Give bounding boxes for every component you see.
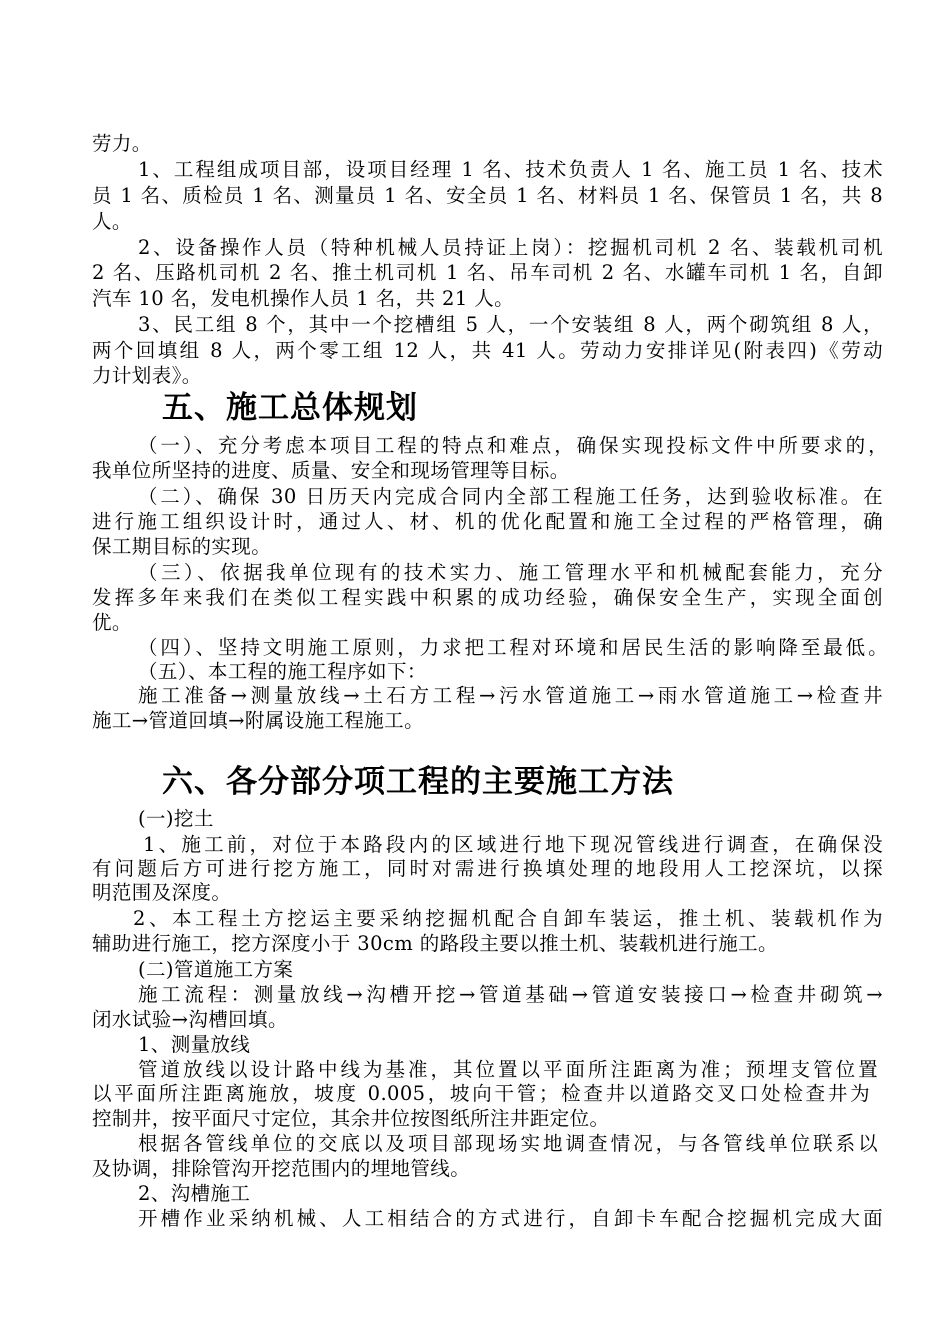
section-heading: 五、施工总体规划 <box>162 390 418 426</box>
text-line: 根据各管线单位的交底以及项目部现场实地调查情况，与各管线单位联系以 <box>138 1132 878 1155</box>
text-line: 劳力。 <box>92 132 152 155</box>
text-line: 施工准备→测量放线→土石方工程→污水管道施工→雨水管道施工→检查井 <box>138 684 883 707</box>
text-line: 施工→管道回填→附属设施工程施工。 <box>92 709 424 732</box>
text-line: 明范围及深度。 <box>92 881 232 904</box>
text-line: 开槽作业采纳机械、人工相结合的方式进行，自卸卡车配合挖掘机完成大面 <box>138 1207 883 1230</box>
text-line: (二)管道施工方案 <box>138 958 294 981</box>
text-line: 两个回填组 8 人，两个零工组 12 人，共 41 人。劳动力安排详见(附表四)《劳动 <box>92 339 883 362</box>
text-line: 以平面所注距离施放，坡度 0.005，坡向干管；检查井以道路交叉口处检查井为 <box>92 1082 870 1105</box>
text-line: 2、设备操作人员（特种机械人员持证上岗）：挖掘机司机 2 名、装载机司机 <box>138 236 883 259</box>
text-line: （一）、充分考虑本项目工程的特点和难点，确保实现投标文件中所要求的， <box>138 434 888 457</box>
text-line: 人。 <box>92 210 132 233</box>
text-line: (一)挖土 <box>138 807 214 830</box>
text-line: 优。 <box>92 611 132 634</box>
text-line: 进行施工组织设计时，通过人、材、机的优化配置和施工全过程的严格管理，确 <box>92 510 883 533</box>
text-line: 控制井，按平面尺寸定位，其余井位按图纸所注井距定位。 <box>92 1107 610 1130</box>
text-line: 员 1 名、质检员 1 名、测量员 1 名、安全员 1 名、材料员 1 名、保管员 1 名，共 8 <box>92 184 883 207</box>
text-line: （三）、依据我单位现有的技术实力、施工管理水平和机械配套能力，充分 <box>138 561 883 584</box>
text-line: 有问题后方可进行挖方施工，同时对需进行换填处理的地段用人工挖深坑，以探 <box>92 857 883 880</box>
text-line: 我单位所坚持的进度、质量、安全和现场管理等目标。 <box>92 459 570 482</box>
text-line: 保工期目标的实现。 <box>92 535 272 558</box>
text-line: 及协调，排除管沟开挖范围内的埋地管线。 <box>92 1157 471 1180</box>
text-line: （二）、确保 30 日历天内完成合同内全部工程施工任务，达到验收标准。在 <box>138 485 883 508</box>
text-line: 力计划表》。 <box>92 364 202 387</box>
text-line: 闭水试验→沟槽回填。 <box>92 1008 288 1031</box>
text-line: 汽车 10 名，发电机操作人员 1 名，共 21 人。 <box>92 287 515 310</box>
text-line: 施工流程：测量放线→沟槽开挖→管道基础→管道安装接口→检查井砌筑→ <box>138 983 883 1006</box>
section-heading: 六、各分部分项工程的主要施工方法 <box>162 764 674 800</box>
text-line: 2、沟槽施工 <box>138 1182 251 1205</box>
text-line: （四）、坚持文明施工原则，力求把工程对环境和居民生活的影响降至最低。 <box>138 636 888 659</box>
text-line: 1、施工前，对位于本路段内的区域进行地下现况管线进行调查，在确保没 <box>143 833 883 856</box>
text-line: （五）、本工程的施工程序如下： <box>138 660 427 683</box>
text-line: 2 名、压路机司机 2 名、推土机司机 1 名、吊车司机 2 名、水罐车司机 1 名，自卸 <box>92 261 883 284</box>
text-line: 1、工程组成项目部，设项目经理 1 名、技术负责人 1 名、施工员 1 名、技术 <box>138 158 883 181</box>
text-line: 管道放线以设计路中线为基准，其位置以平面所注距离为准；预埋支管位置 <box>138 1058 878 1081</box>
text-line: 2、本工程土方挖运主要采纳挖掘机配合自卸车装运，推土机、装载机作为 <box>133 907 883 930</box>
text-line: 3、民工组 8 个，其中一个挖槽组 5 人，一个安装组 8 人，两个砌筑组 8 人， <box>138 313 883 336</box>
text-line: 发挥多年来我们在类似工程实践中积累的成功经验，确保安全生产，实现全面创 <box>92 586 883 609</box>
text-line: 辅助进行施工，挖方深度小于 30cm 的路段主要以推土机、装载机进行施工。 <box>92 932 778 955</box>
text-line: 1、测量放线 <box>138 1033 251 1056</box>
